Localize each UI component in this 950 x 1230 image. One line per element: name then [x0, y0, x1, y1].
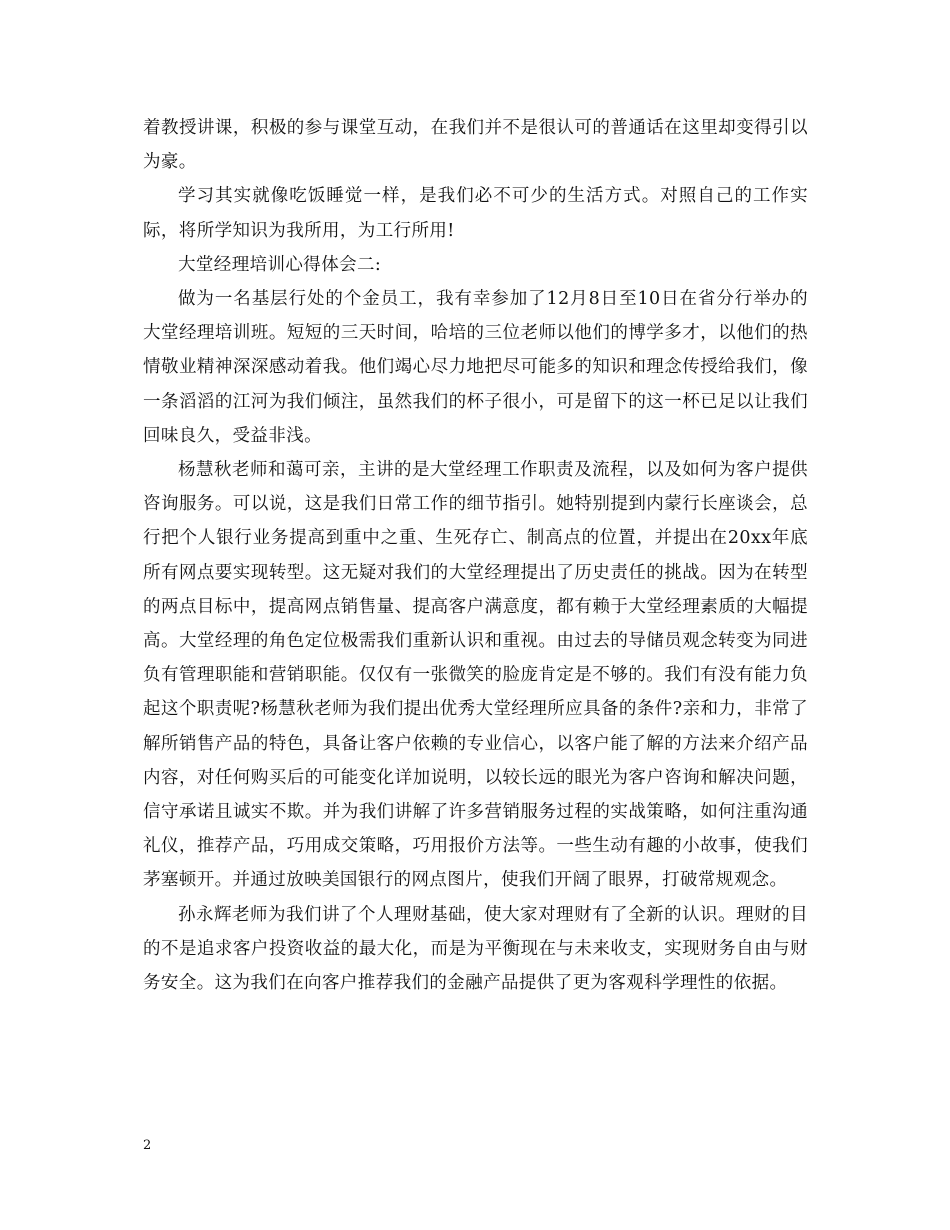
- body-text: [143, 111, 808, 1000]
- page-number: 2: [143, 1138, 152, 1153]
- section-heading: 大堂经理培训心得体会二:: [178, 254, 382, 275]
- paragraph: 杨慧秋老师和蔼可亲，主讲的是大堂经理工作职责及流程，以及如何为客户提供咨询服务。可以说，这是我们日常工作的细节指引。她特别提到内蒙行长座谈会，总行把个人银行业务提高到重中之重、生死存亡、制高点的位置，并提出在20xx年底所有网点要实现转型。这无疑对我们的大堂经理提出了历史责任的挑战。因为在转型的两点目标中，提高网点销售量、提高客户满意度，都有赖于大堂经理素质的大幅提高。大堂经理的角色定位极需我们重新认识和重视。由过去的导储员观念转变为同进负有管理职能和营销职能。仅仅有一张微笑的脸庞肯定是不够的。我们有没有能力负起这个职责呢?杨慧秋老师为我们提出优秀大堂经理所应具备的条件?亲和力，非常了解所销售产品的特色，具备让客户依赖的专业信心，以客户能了解的方法来介绍产品内容，对任何购买后的可能变化详加说明，以较长远的眼光为客户咨询和解决问题，信守承诺且诚实不欺。并为我们讲解了许多营销服务过程的实战策略，如何注重沟通礼仪，推荐产品，巧用成交策略，巧用报价方法等。一些生动有趣的小故事，使我们茅塞顿开。并通过放映美国银行的网点图片，使我们开阔了眼界，打破常规观念。: [143, 460, 808, 891]
- paragraph: 孙永辉老师为我们讲了个人理财基础，使大家对理财有了全新的认识。理财的目的不是追求客户投资收益的最大化，而是为平衡现在与未来收支，实现财务自由与财务安全。这为我们在向客户推荐我们的金融产品提供了更为客观科学理性的依据。: [143, 904, 808, 994]
- paragraph: 学习其实就像吃饭睡觉一样，是我们必不可少的生活方式。对照自己的工作实际，将所学知识为我所用，为工行所用!: [143, 186, 808, 241]
- paragraph-continuation: 着教授讲课，积极的参与课堂互动，在我们并不是很认可的普通话在这里却变得引以为豪。: [143, 118, 808, 173]
- paragraph: 做为一名基层行处的个金员工，我有幸参加了12月8日至10日在省分行举办的大堂经理培训班。短短的三天时间，哈培的三位老师以他们的博学多才，以他们的热情敬业精神深深感动着我。他们竭心尽力地把尽可能多的知识和理念传授给我们，像一条滔滔的江河为我们倾注，虽然我们的杯子很小，可是留下的这一杯已足以让我们回味良久，受益非浅。: [143, 289, 808, 446]
